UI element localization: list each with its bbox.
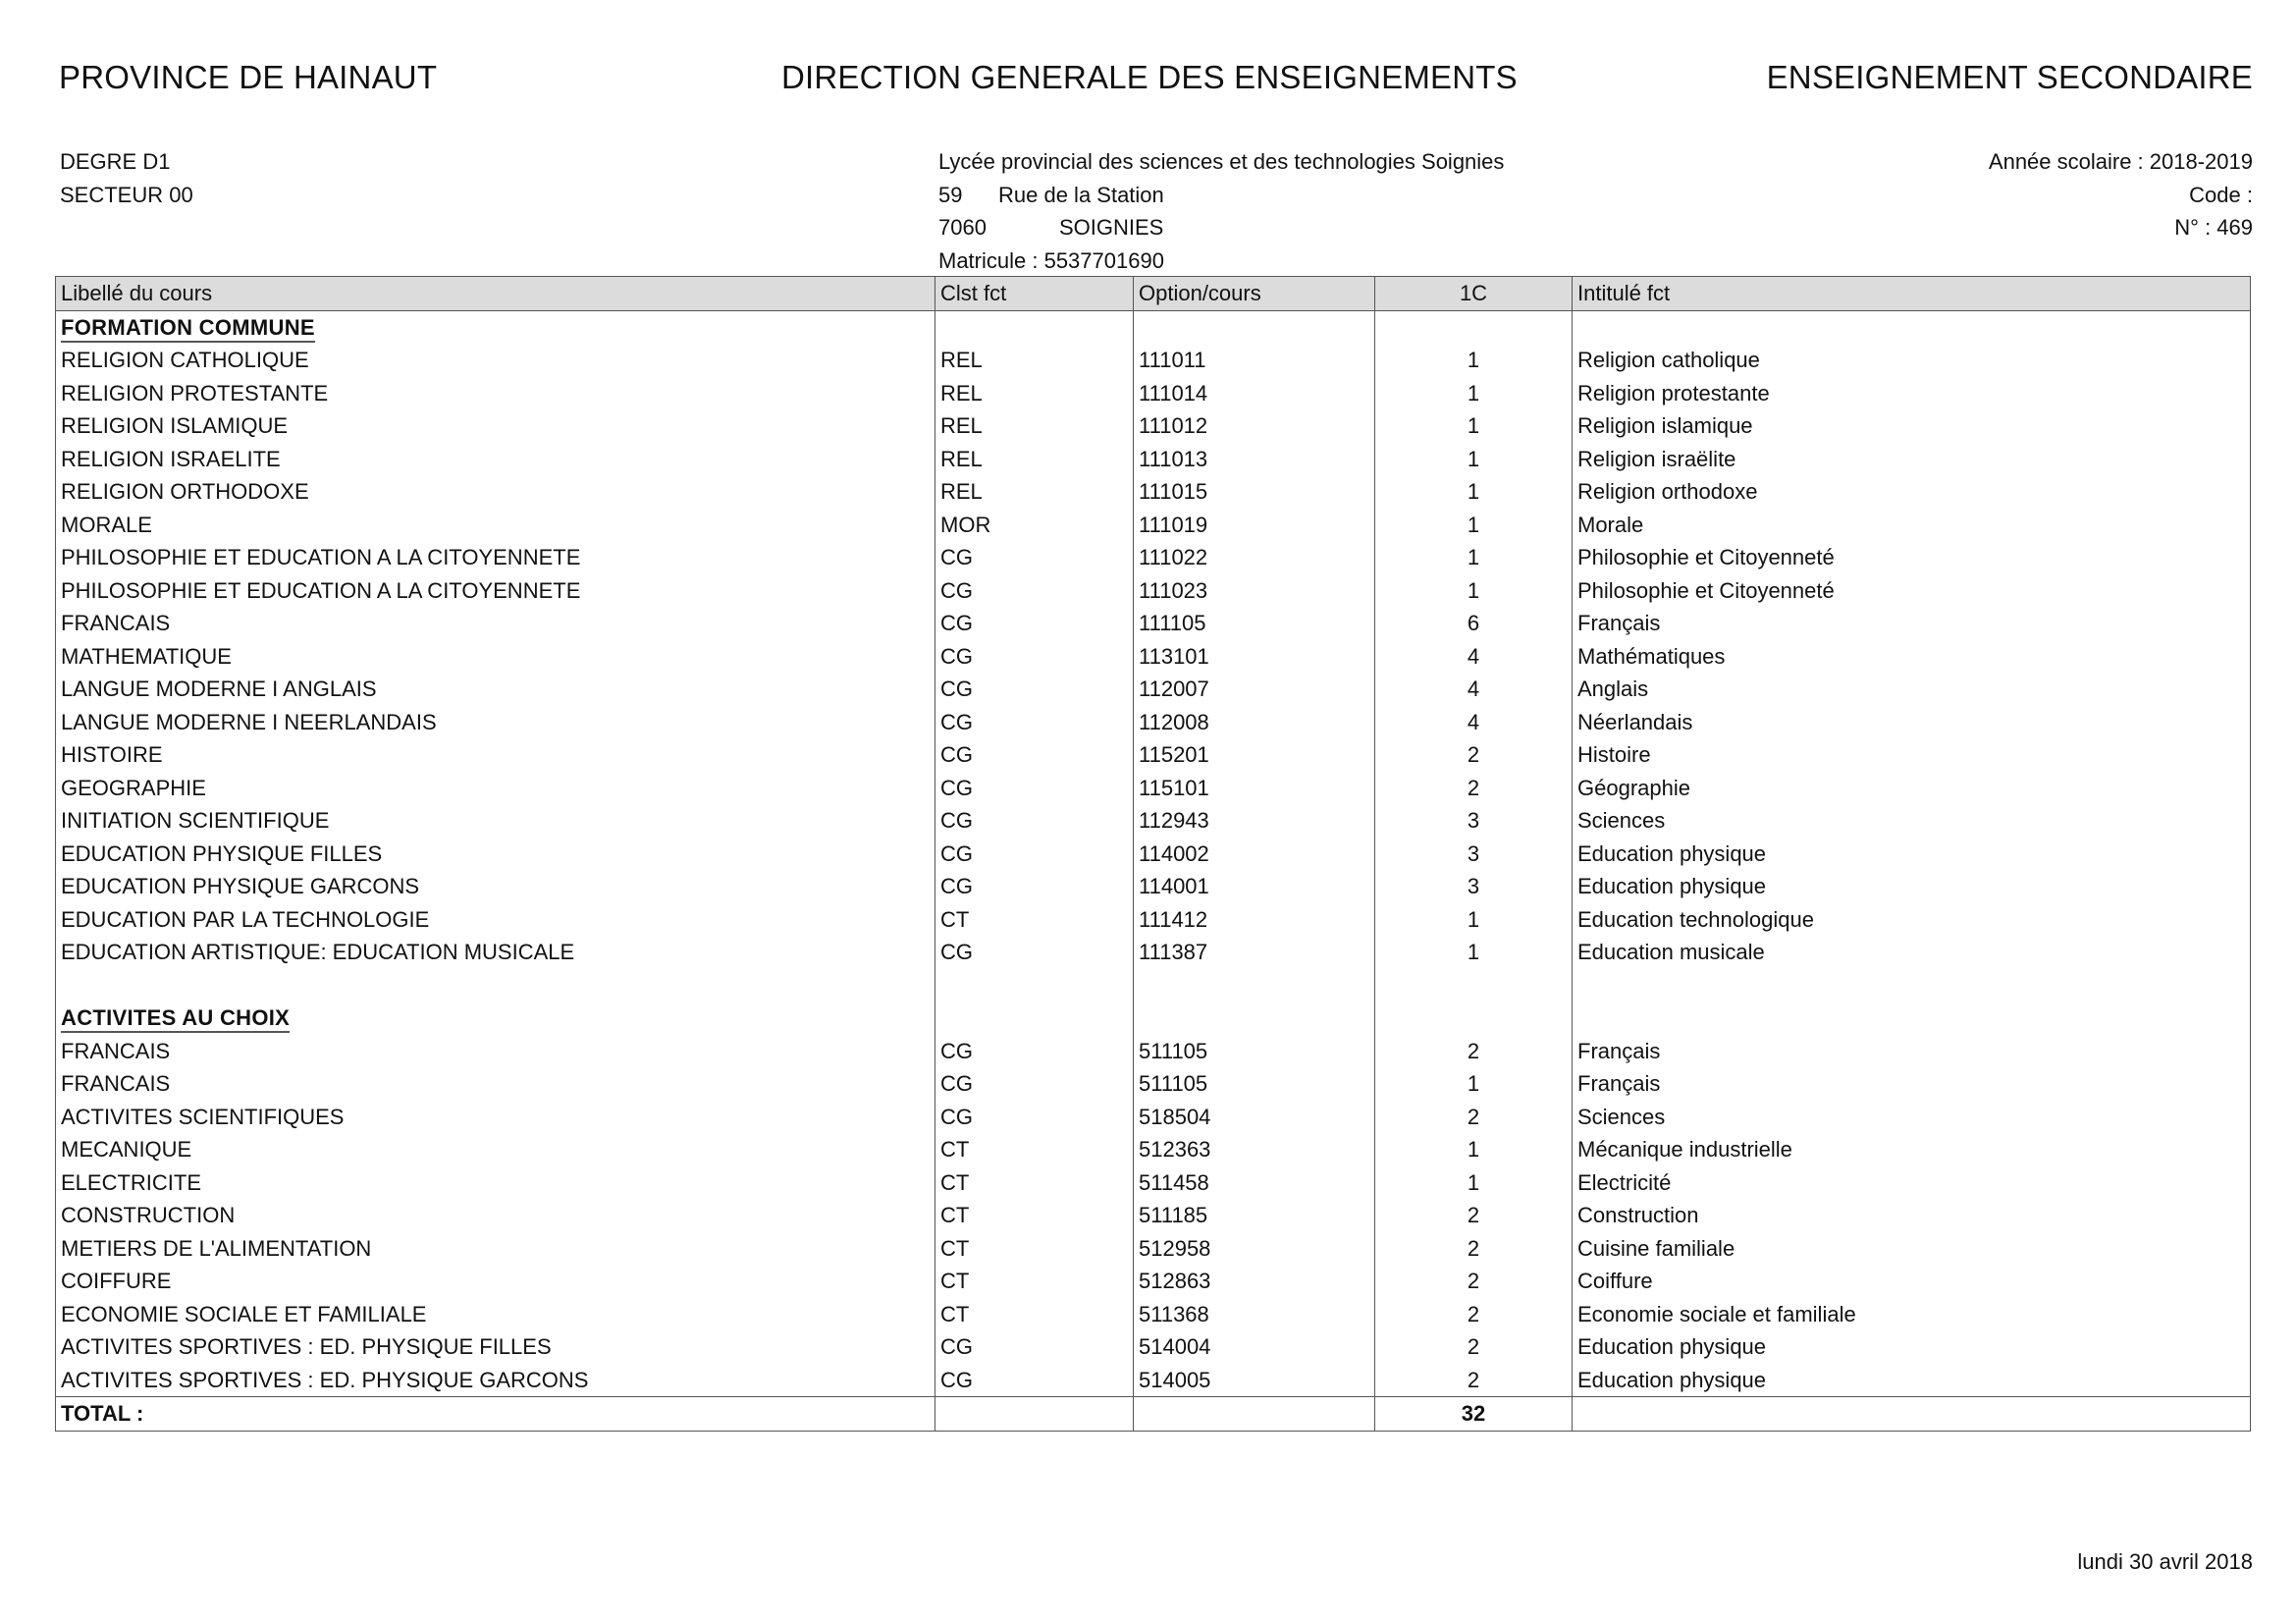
hours: 6 <box>1375 607 1573 640</box>
empty-cell <box>1134 969 1375 1002</box>
function-title: Histoire <box>1573 738 2251 772</box>
table-header-row <box>56 277 2251 311</box>
function-title: Philosophie et Citoyenneté <box>1573 541 2251 574</box>
class-code: CG <box>935 838 1134 871</box>
option-code: 518504 <box>1134 1101 1375 1134</box>
course-label: FRANCAIS <box>56 607 935 640</box>
function-title: Religion israëlite <box>1573 443 2251 476</box>
class-code: CG <box>935 706 1134 739</box>
course-label: PHILOSOPHIE ET EDUCATION A LA CITOYENNETE <box>56 574 935 608</box>
function-title: Morale <box>1573 509 2251 542</box>
function-title: Economie sociale et familiale <box>1573 1298 2251 1331</box>
function-title: Mécanique industrielle <box>1573 1133 2251 1166</box>
hours: 1 <box>1375 541 1573 574</box>
option-code: 111014 <box>1134 377 1375 410</box>
table-row <box>56 738 2251 772</box>
class-code: CG <box>935 1101 1134 1134</box>
option-code: 115201 <box>1134 738 1375 772</box>
function-title: Français <box>1573 1067 2251 1101</box>
class-code: REL <box>935 475 1134 509</box>
function-title: Néerlandais <box>1573 706 2251 739</box>
hours: 2 <box>1375 1035 1573 1068</box>
school-year-block <box>1989 145 2253 244</box>
courses-table <box>55 276 2251 1432</box>
option-code: 111019 <box>1134 509 1375 542</box>
function-title: Education physique <box>1573 870 2251 903</box>
function-title: Philosophie et Citoyenneté <box>1573 574 2251 608</box>
degree-sector-block <box>60 145 193 211</box>
class-code: MOR <box>935 509 1134 542</box>
table-row <box>56 1035 2251 1068</box>
spacer-row <box>56 969 2251 1002</box>
table-row <box>56 1067 2251 1101</box>
class-code: CG <box>935 870 1134 903</box>
hours: 1 <box>1375 409 1573 443</box>
class-code: CT <box>935 1133 1134 1166</box>
option-code: 114001 <box>1134 870 1375 903</box>
hours: 4 <box>1375 673 1573 706</box>
column-header-option: Option/cours <box>1134 277 1375 311</box>
hours: 1 <box>1375 574 1573 608</box>
option-code: 113101 <box>1134 640 1375 674</box>
empty-cell <box>1573 1001 2251 1035</box>
course-label: RELIGION CATHOLIQUE <box>56 344 935 377</box>
course-label: INITIATION SCIENTIFIQUE <box>56 804 935 838</box>
course-label: MATHEMATIQUE <box>56 640 935 674</box>
hours: 2 <box>1375 1232 1573 1266</box>
table-row <box>56 574 2251 608</box>
table-row <box>56 1199 2251 1232</box>
hours: 2 <box>1375 1298 1573 1331</box>
option-code: 112007 <box>1134 673 1375 706</box>
city-name: SOIGNIES <box>1059 215 1164 240</box>
table-row <box>56 673 2251 706</box>
table-row <box>56 1298 2251 1331</box>
option-code: 112943 <box>1134 804 1375 838</box>
class-code: CG <box>935 936 1134 969</box>
section-title-cell <box>56 1001 935 1035</box>
hours: 2 <box>1375 1364 1573 1397</box>
option-code: 111012 <box>1134 409 1375 443</box>
school-year: Année scolaire : 2018-2019 <box>1988 149 2253 174</box>
option-code: 511458 <box>1134 1166 1375 1200</box>
function-title: Français <box>1573 1035 2251 1068</box>
empty-cell <box>1573 969 2251 1002</box>
empty-cell <box>1134 1001 1375 1035</box>
function-title: Religion orthodoxe <box>1573 475 2251 509</box>
hours: 1 <box>1375 475 1573 509</box>
option-code: 514004 <box>1134 1330 1375 1364</box>
function-title: Education physique <box>1573 838 2251 871</box>
course-label: MECANIQUE <box>56 1133 935 1166</box>
hours: 1 <box>1375 1133 1573 1166</box>
option-code: 512363 <box>1134 1133 1375 1166</box>
option-code: 115101 <box>1134 772 1375 805</box>
empty-cell <box>935 310 1134 344</box>
total-label: TOTAL : <box>56 1397 935 1432</box>
column-header-hours: 1C <box>1375 277 1573 311</box>
empty-cell <box>1134 310 1375 344</box>
hours: 4 <box>1375 706 1573 739</box>
option-code: 114002 <box>1134 838 1375 871</box>
option-code: 511105 <box>1134 1067 1375 1101</box>
course-label: PHILOSOPHIE ET EDUCATION A LA CITOYENNETE <box>56 541 935 574</box>
course-label: ECONOMIE SOCIALE ET FAMILIALE <box>56 1298 935 1331</box>
table-row <box>56 541 2251 574</box>
table-row <box>56 706 2251 739</box>
hours: 2 <box>1375 738 1573 772</box>
option-code: 111023 <box>1134 574 1375 608</box>
class-code: CT <box>935 903 1134 937</box>
course-label: CONSTRUCTION <box>56 1199 935 1232</box>
code-label: Code : <box>2189 182 2253 207</box>
hours: 2 <box>1375 1101 1573 1134</box>
hours: 1 <box>1375 443 1573 476</box>
function-title: Coiffure <box>1573 1265 2251 1298</box>
course-label: ACTIVITES SPORTIVES : ED. PHYSIQUE GARCONS <box>56 1364 935 1397</box>
school-address-block <box>938 145 1504 277</box>
class-code: REL <box>935 377 1134 410</box>
table-row <box>56 475 2251 509</box>
street-address <box>938 179 1504 212</box>
option-code: 111015 <box>1134 475 1375 509</box>
course-label: GEOGRAPHIE <box>56 772 935 805</box>
function-title: Anglais <box>1573 673 2251 706</box>
table-row <box>56 903 2251 937</box>
course-label: LANGUE MODERNE I NEERLANDAIS <box>56 706 935 739</box>
table-row <box>56 409 2251 443</box>
course-label: ELECTRICITE <box>56 1166 935 1200</box>
option-code: 111105 <box>1134 607 1375 640</box>
function-title: Electricité <box>1573 1166 2251 1200</box>
column-header-function-title: Intitulé fct <box>1573 277 2251 311</box>
table-row <box>56 344 2251 377</box>
class-code: CG <box>935 640 1134 674</box>
course-label: EDUCATION PHYSIQUE GARCONS <box>56 870 935 903</box>
course-label: FRANCAIS <box>56 1035 935 1068</box>
course-label: RELIGION PROTESTANTE <box>56 377 935 410</box>
course-label: LANGUE MODERNE I ANGLAIS <box>56 673 935 706</box>
option-code: 514005 <box>1134 1364 1375 1397</box>
hours: 3 <box>1375 838 1573 871</box>
hours: 4 <box>1375 640 1573 674</box>
section-title-row <box>56 1001 2251 1035</box>
section-title: FORMATION COMMUNE <box>61 315 315 343</box>
class-code: CT <box>935 1298 1134 1331</box>
column-header-course-label: Libellé du cours <box>56 277 935 311</box>
table-row <box>56 1101 2251 1134</box>
class-code: CG <box>935 1067 1134 1101</box>
empty-cell <box>935 1001 1134 1035</box>
sector-label: SECTEUR 00 <box>60 182 193 207</box>
course-label: EDUCATION PAR LA TECHNOLOGIE <box>56 903 935 937</box>
class-code: REL <box>935 409 1134 443</box>
function-title: Sciences <box>1573 804 2251 838</box>
hours: 2 <box>1375 1199 1573 1232</box>
table-row <box>56 870 2251 903</box>
empty-cell <box>1375 969 1573 1002</box>
hours: 1 <box>1375 936 1573 969</box>
street-name: Rue de la Station <box>998 182 1164 207</box>
table-row <box>56 443 2251 476</box>
course-label: EDUCATION PHYSIQUE FILLES <box>56 838 935 871</box>
city-line <box>938 211 1504 244</box>
function-title: Education physique <box>1573 1330 2251 1364</box>
table-row <box>56 1232 2251 1266</box>
class-code: CG <box>935 1364 1134 1397</box>
footer-date: lundi 30 avril 2018 <box>2077 1549 2253 1574</box>
function-title: Français <box>1573 607 2251 640</box>
course-label: RELIGION ISLAMIQUE <box>56 409 935 443</box>
course-label: EDUCATION ARTISTIQUE: EDUCATION MUSICALE <box>56 936 935 969</box>
column-header-class: Clst fct <box>935 277 1134 311</box>
option-code: 111022 <box>1134 541 1375 574</box>
course-label: RELIGION ISRAELITE <box>56 443 935 476</box>
hours: 1 <box>1375 344 1573 377</box>
table-row <box>56 1166 2251 1200</box>
option-code: 511105 <box>1134 1035 1375 1068</box>
function-title: Education musicale <box>1573 936 2251 969</box>
class-code: CG <box>935 607 1134 640</box>
table-row <box>56 509 2251 542</box>
option-code: 111412 <box>1134 903 1375 937</box>
table-row <box>56 1133 2251 1166</box>
hours: 2 <box>1375 1265 1573 1298</box>
table-row <box>56 772 2251 805</box>
matricule: Matricule : 5537701690 <box>938 247 1164 273</box>
function-title: Sciences <box>1573 1101 2251 1134</box>
class-code: CG <box>935 1330 1134 1364</box>
course-label: FRANCAIS <box>56 1067 935 1101</box>
option-code: 512863 <box>1134 1265 1375 1298</box>
table-row <box>56 640 2251 674</box>
postal-code: 7060 <box>938 215 987 240</box>
course-label: ACTIVITES SCIENTIFIQUES <box>56 1101 935 1134</box>
document-number: N° : 469 <box>2174 215 2253 240</box>
option-code: 111011 <box>1134 344 1375 377</box>
class-code: CG <box>935 574 1134 608</box>
hours: 1 <box>1375 1067 1573 1101</box>
table-row <box>56 838 2251 871</box>
header-direction: DIRECTION GENERALE DES ENSEIGNEMENTS <box>781 59 1518 95</box>
school-name: Lycée provincial des sciences et des technologies Soignies <box>938 149 1505 174</box>
total-hours: 32 <box>1375 1397 1573 1432</box>
table-row <box>56 377 2251 410</box>
option-code: 111387 <box>1134 936 1375 969</box>
header-teaching-level: ENSEIGNEMENT SECONDAIRE <box>1766 59 2253 95</box>
empty-cell <box>1573 1397 2251 1432</box>
class-code: CG <box>935 541 1134 574</box>
function-title: Religion islamique <box>1573 409 2251 443</box>
table-row <box>56 804 2251 838</box>
course-label: RELIGION ORTHODOXE <box>56 475 935 509</box>
section-title-cell <box>56 310 935 344</box>
function-title: Construction <box>1573 1199 2251 1232</box>
table-row <box>56 1265 2251 1298</box>
class-code: CT <box>935 1265 1134 1298</box>
empty-cell <box>1134 1397 1375 1432</box>
option-code: 512958 <box>1134 1232 1375 1266</box>
hours: 1 <box>1375 377 1573 410</box>
option-code: 112008 <box>1134 706 1375 739</box>
course-label: HISTOIRE <box>56 738 935 772</box>
hours: 2 <box>1375 1330 1573 1364</box>
hours: 3 <box>1375 804 1573 838</box>
class-code: CG <box>935 1035 1134 1068</box>
function-title: Mathématiques <box>1573 640 2251 674</box>
function-title: Religion protestante <box>1573 377 2251 410</box>
option-code: 111013 <box>1134 443 1375 476</box>
empty-cell <box>56 969 935 1002</box>
function-title: Education physique <box>1573 1364 2251 1397</box>
class-code: REL <box>935 443 1134 476</box>
header-province: PROVINCE DE HAINAUT <box>59 59 438 95</box>
section-title-row <box>56 310 2251 344</box>
function-title: Géographie <box>1573 772 2251 805</box>
class-code: CG <box>935 804 1134 838</box>
class-code: CG <box>935 673 1134 706</box>
section-title: ACTIVITES AU CHOIX <box>61 1005 290 1033</box>
class-code: REL <box>935 344 1134 377</box>
table-row <box>56 1330 2251 1364</box>
empty-cell <box>935 1397 1134 1432</box>
empty-cell <box>1375 1001 1573 1035</box>
hours: 1 <box>1375 903 1573 937</box>
table-row <box>56 607 2251 640</box>
function-title: Education technologique <box>1573 903 2251 937</box>
degree-label: DEGRE D1 <box>60 149 171 174</box>
class-code: CG <box>935 772 1134 805</box>
hours: 1 <box>1375 1166 1573 1200</box>
course-label: MORALE <box>56 509 935 542</box>
hours: 2 <box>1375 772 1573 805</box>
class-code: CG <box>935 738 1134 772</box>
street-number: 59 <box>938 182 963 207</box>
function-title: Religion catholique <box>1573 344 2251 377</box>
total-row <box>56 1397 2251 1432</box>
table-row <box>56 936 2251 969</box>
empty-cell <box>1573 310 2251 344</box>
class-code: CT <box>935 1199 1134 1232</box>
hours: 3 <box>1375 870 1573 903</box>
course-label: COIFFURE <box>56 1265 935 1298</box>
class-code: CT <box>935 1232 1134 1266</box>
table-row <box>56 1364 2251 1397</box>
hours: 1 <box>1375 509 1573 542</box>
empty-cell <box>935 969 1134 1002</box>
option-code: 511185 <box>1134 1199 1375 1232</box>
course-label: ACTIVITES SPORTIVES : ED. PHYSIQUE FILLES <box>56 1330 935 1364</box>
course-label: METIERS DE L'ALIMENTATION <box>56 1232 935 1266</box>
function-title: Cuisine familiale <box>1573 1232 2251 1266</box>
courses-body <box>56 310 2251 1431</box>
option-code: 511368 <box>1134 1298 1375 1331</box>
class-code: CT <box>935 1166 1134 1200</box>
empty-cell <box>1375 310 1573 344</box>
